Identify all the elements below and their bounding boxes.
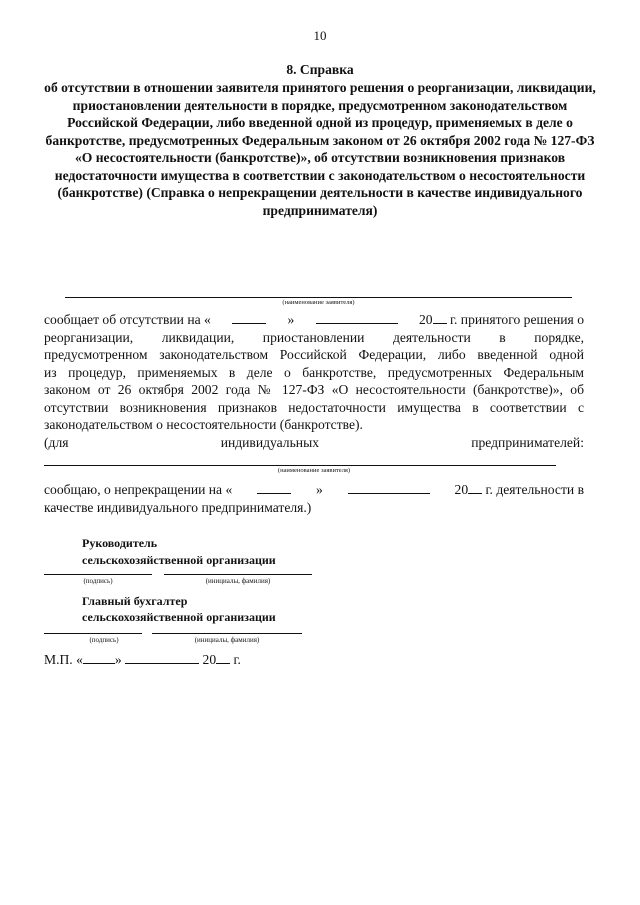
para3-start: сообщаю, о непрекращении на «	[44, 482, 233, 497]
head-name-line	[164, 574, 312, 575]
stamp-mp: М.П. «	[44, 652, 83, 667]
para1-line6: отсутствии возникновения признаков недостаточности имущества в соответствии с	[44, 399, 584, 415]
applicant-name-line	[65, 297, 572, 298]
document-subtitle: об отсутствии в отношении заявителя принятого решения о реорганизации, ликвидации, приостановлении деятельности в порядке, предусмотренном законодательством Российской Федерации, либо введенной одной из процедур, применяемых в деле о банкротстве, предусмотренных Федеральным законом от 26 октября 2002 года № 127-ФЗ «О несостоятельности (банкротстве)», об отсутствии возникновения признаков недостаточности имущества в соответствии с законодательством о несостоятельности (банкротстве) (Справка о непрекращении деятельности в качестве индивидуального предпринимателя)	[44, 80, 596, 218]
para2-w1: (для	[44, 435, 69, 450]
para1-start: сообщает об отсутствии на «	[44, 312, 211, 327]
head-name-caption: (инициалы, фамилия)	[205, 577, 271, 585]
para2-w2: индивидуальных	[220, 435, 319, 450]
accountant-signature-caption: (подпись)	[89, 636, 119, 644]
paragraph-ip-note	[44, 434, 584, 452]
stamp-date-line	[44, 651, 241, 668]
para3-line2: качестве индивидуального предпринимателя.)	[44, 499, 312, 515]
para3-quote: »	[316, 482, 323, 497]
day-blank-2	[257, 481, 291, 494]
para1-line2: реорганизации, ликвидации, приостановлении деятельности в порядке,	[44, 329, 584, 345]
para1-line3: предусмотренном законодательством Российской Федерации, либо введенной одной	[44, 347, 584, 362]
year-blank	[433, 311, 447, 324]
para1-year: 20	[418, 312, 433, 327]
paragraph-continuation	[44, 481, 584, 516]
head-title: Руководитель	[82, 536, 158, 550]
para1-line7: законодательством о несостоятельности (банкротстве).	[44, 417, 363, 432]
para1-quote: »	[287, 312, 295, 327]
applicant-name-line-2	[44, 465, 556, 466]
document-title: 8. Справка	[286, 62, 354, 77]
accountant-name-caption: (инициалы, фамилия)	[194, 636, 260, 644]
para3-end: г. деятельности в	[482, 482, 584, 497]
stamp-day-blank	[83, 651, 115, 664]
stamp-month-blank	[125, 651, 199, 664]
para1-line5: законом от 26 октября 2002 года № 127-ФЗ «О несостоятельности (банкротстве)», об	[44, 382, 584, 397]
stamp-suffix: г.	[230, 652, 241, 667]
para2-w3: предпринимателей:	[471, 435, 584, 450]
month-blank-2	[348, 481, 430, 494]
accountant-organization: сельскохозяйственной организации	[82, 610, 276, 624]
para3-year: 20	[454, 482, 469, 497]
stamp-year-blank	[216, 651, 230, 664]
paragraph-absence	[44, 311, 584, 434]
page-number: 10	[313, 28, 327, 43]
applicant-caption-2: (наименование заявителя)	[277, 467, 351, 474]
year-blank-2	[468, 481, 482, 494]
stamp-quote: »	[114, 652, 122, 667]
accountant-name-line	[152, 633, 302, 634]
month-blank	[316, 311, 398, 324]
accountant-signature-line	[44, 633, 142, 634]
stamp-year: 20	[202, 652, 217, 667]
applicant-caption: (наименование заявителя)	[282, 299, 355, 306]
head-signature-caption: (подпись)	[83, 577, 113, 585]
accountant-title: Главный бухгалтер	[82, 594, 188, 608]
para1-line4: из процедур, применяемых в деле о банкротстве, предусмотренных Федеральным	[44, 364, 584, 380]
head-signature-line	[44, 574, 152, 575]
day-blank	[232, 311, 266, 324]
head-organization: сельскохозяйственной организации	[82, 553, 276, 567]
para1-end: г. принятого решения о	[446, 312, 584, 327]
